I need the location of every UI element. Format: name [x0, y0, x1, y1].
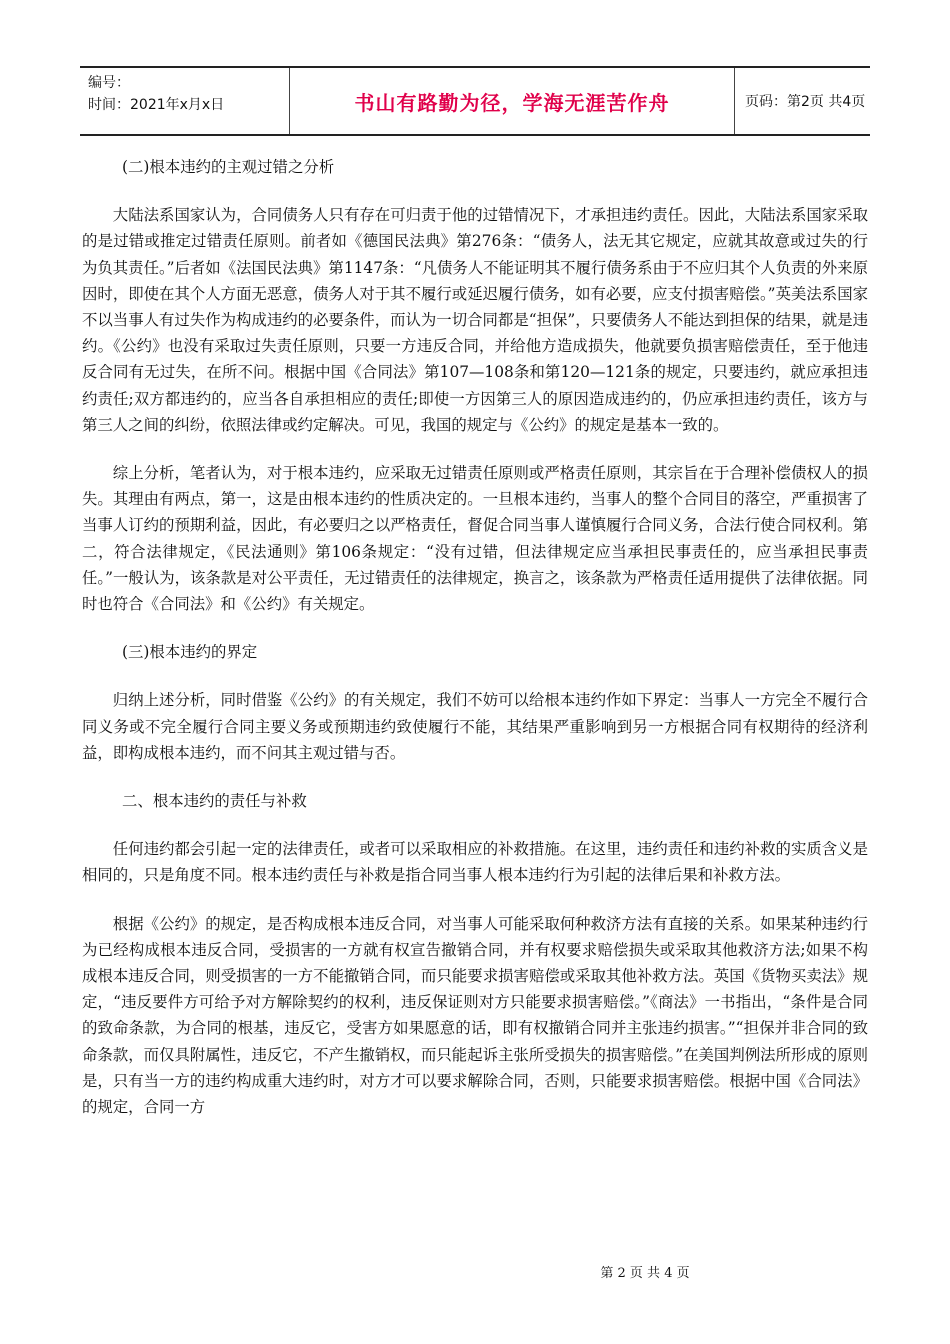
header-page-cell: [735, 68, 870, 134]
doc-number-label: 编号：: [88, 75, 130, 91]
header-page-code: 页码：第2页 共4页: [745, 94, 866, 110]
paragraph: 根据《公约》的规定，是否构成根本违反合同，对当事人可能采取何种救济方法有直接的关系。如果某种违约行为已经构成根本违反合同，受损害的一方就有权宣告撤销合同，并有权要求赔偿损失或采取其他救济方法;如果不构成根本违反合同，则受损害的一方不能撤销合同，而只能要求损害赔偿或采取其他补救方法。英国《货物买卖法》规定，“违反要件方可给予对方解除契约的权利，违反保证则对方只能要求损害赔偿。”《商法》一书指出，“条件是合同的致命条款，为合同的根基，违反它，受害方如果愿意的话，即有权撤销合同并主张违约损害。”“担保并非合同的致命条款，而仅具附属性，违反它，不产生撤销权，而只能起诉主张所受损失的损害赔偿。”在美国判例法所形成的原则是，只有当一方的违约构成重大违约时，对方才可以要求解除合同，否则，只能要求损害赔偿。根据中国《合同法》的规定，合同一方: [82, 914, 868, 1117]
paragraph: 归纳上述分析，同时借鉴《公约》的有关规定，我们不妨可以给根本违约作如下界定：当事人一方完全不履行合同义务或不完全履行合同主要义务或预期违约致使履行不能，其结果严重影响到另一方根据合同有权期待的经济利益，即构成根本违约，而不问其主观过错与否。: [82, 691, 868, 762]
page-footer: 第 2 页 共 4 页: [600, 1266, 690, 1281]
header-motto: 书山有路勤为径，学海无涯苦作舟: [354, 90, 670, 115]
header-meta-cell: [80, 68, 290, 134]
paragraph: 综上分析，笔者认为，对于根本违约，应采取无过错责任原则或严格责任原则，其宗旨在于合理补偿债权人的损失。其理由有两点，第一，这是由根本违约的性质决定的。一旦根本违约，当事人的整个合同目的落空，严重损害了当事人订约的预期利益，因此，有必要归之以严格责任，督促合同当事人谨慎履行合同义务，合法行使合同权利。第二，符合法律规定，《民法通则》第106条规定：“没有过错，但法律规定应当承担民事责任的，应当承担民事责任。”一般认为，该条款是对公平责任，无过错责任的法律规定，换言之，该条款为严格责任适用提供了法律依据。同时也符合《合同法》和《公约》有关规定。: [82, 464, 868, 614]
paragraph: 任何违约都会引起一定的法律责任，或者可以采取相应的补救措施。在这里，违约责任和违约补救的实质含义是相同的，只是角度不同。根本违约责任与补救是指合同当事人根本违约行为引起的法律后果和补救方法。: [82, 840, 868, 885]
paragraph: 大陆法系国家认为，合同债务人只有存在可归责于他的过错情况下，才承担违约责任。因此，大陆法系国家采取的是过错或推定过错责任原则。前者如《德国民法典》第276条：“债务人，法无其它规定，应就其故意或过失的行为负其责任。”后者如《法国民法典》第1147条：“凡债务人不能证明其不履行债务系由于不应归其个人负责的外来原因时，即使在其个人方面无恶意，债务人对于其不履行或延迟履行债务，如有必要，应支付损害赔偿。”英美法系国家不以当事人有过失作为构成违约的必要条件，而认为一切合同都是“担保”，只要债务人不能达到担保的结果，就是违约。《公约》也没有采取过失责任原则，只要一方违反合同，并给他方造成损失，他就要负损害赔偿责任，至于他违反合同有无过失，在所不问。根据中国《合同法》第107—108条和第120—121条的规定，只要违约，就应承担违约责任;双方都违约的，应当各自承担相应的责任;即使一方因第三人的原因造成违约的，仍应承担违约责任，该方与第三人之间的纠纷，依照法律或约定解决。可见，我国的规定与《公约》的规定是基本一致的。: [82, 206, 868, 434]
page-header: [80, 66, 870, 136]
header-motto-cell: [290, 68, 735, 134]
document-body: [82, 154, 868, 1142]
section-heading: (三)根本违约的界定: [122, 643, 258, 662]
section-heading: 二、根本违约的责任与补救: [122, 792, 307, 811]
section-heading: (二)根本违约的主观过错之分析: [122, 158, 335, 176]
date-line: 时间：2021年x月x日: [88, 97, 225, 113]
